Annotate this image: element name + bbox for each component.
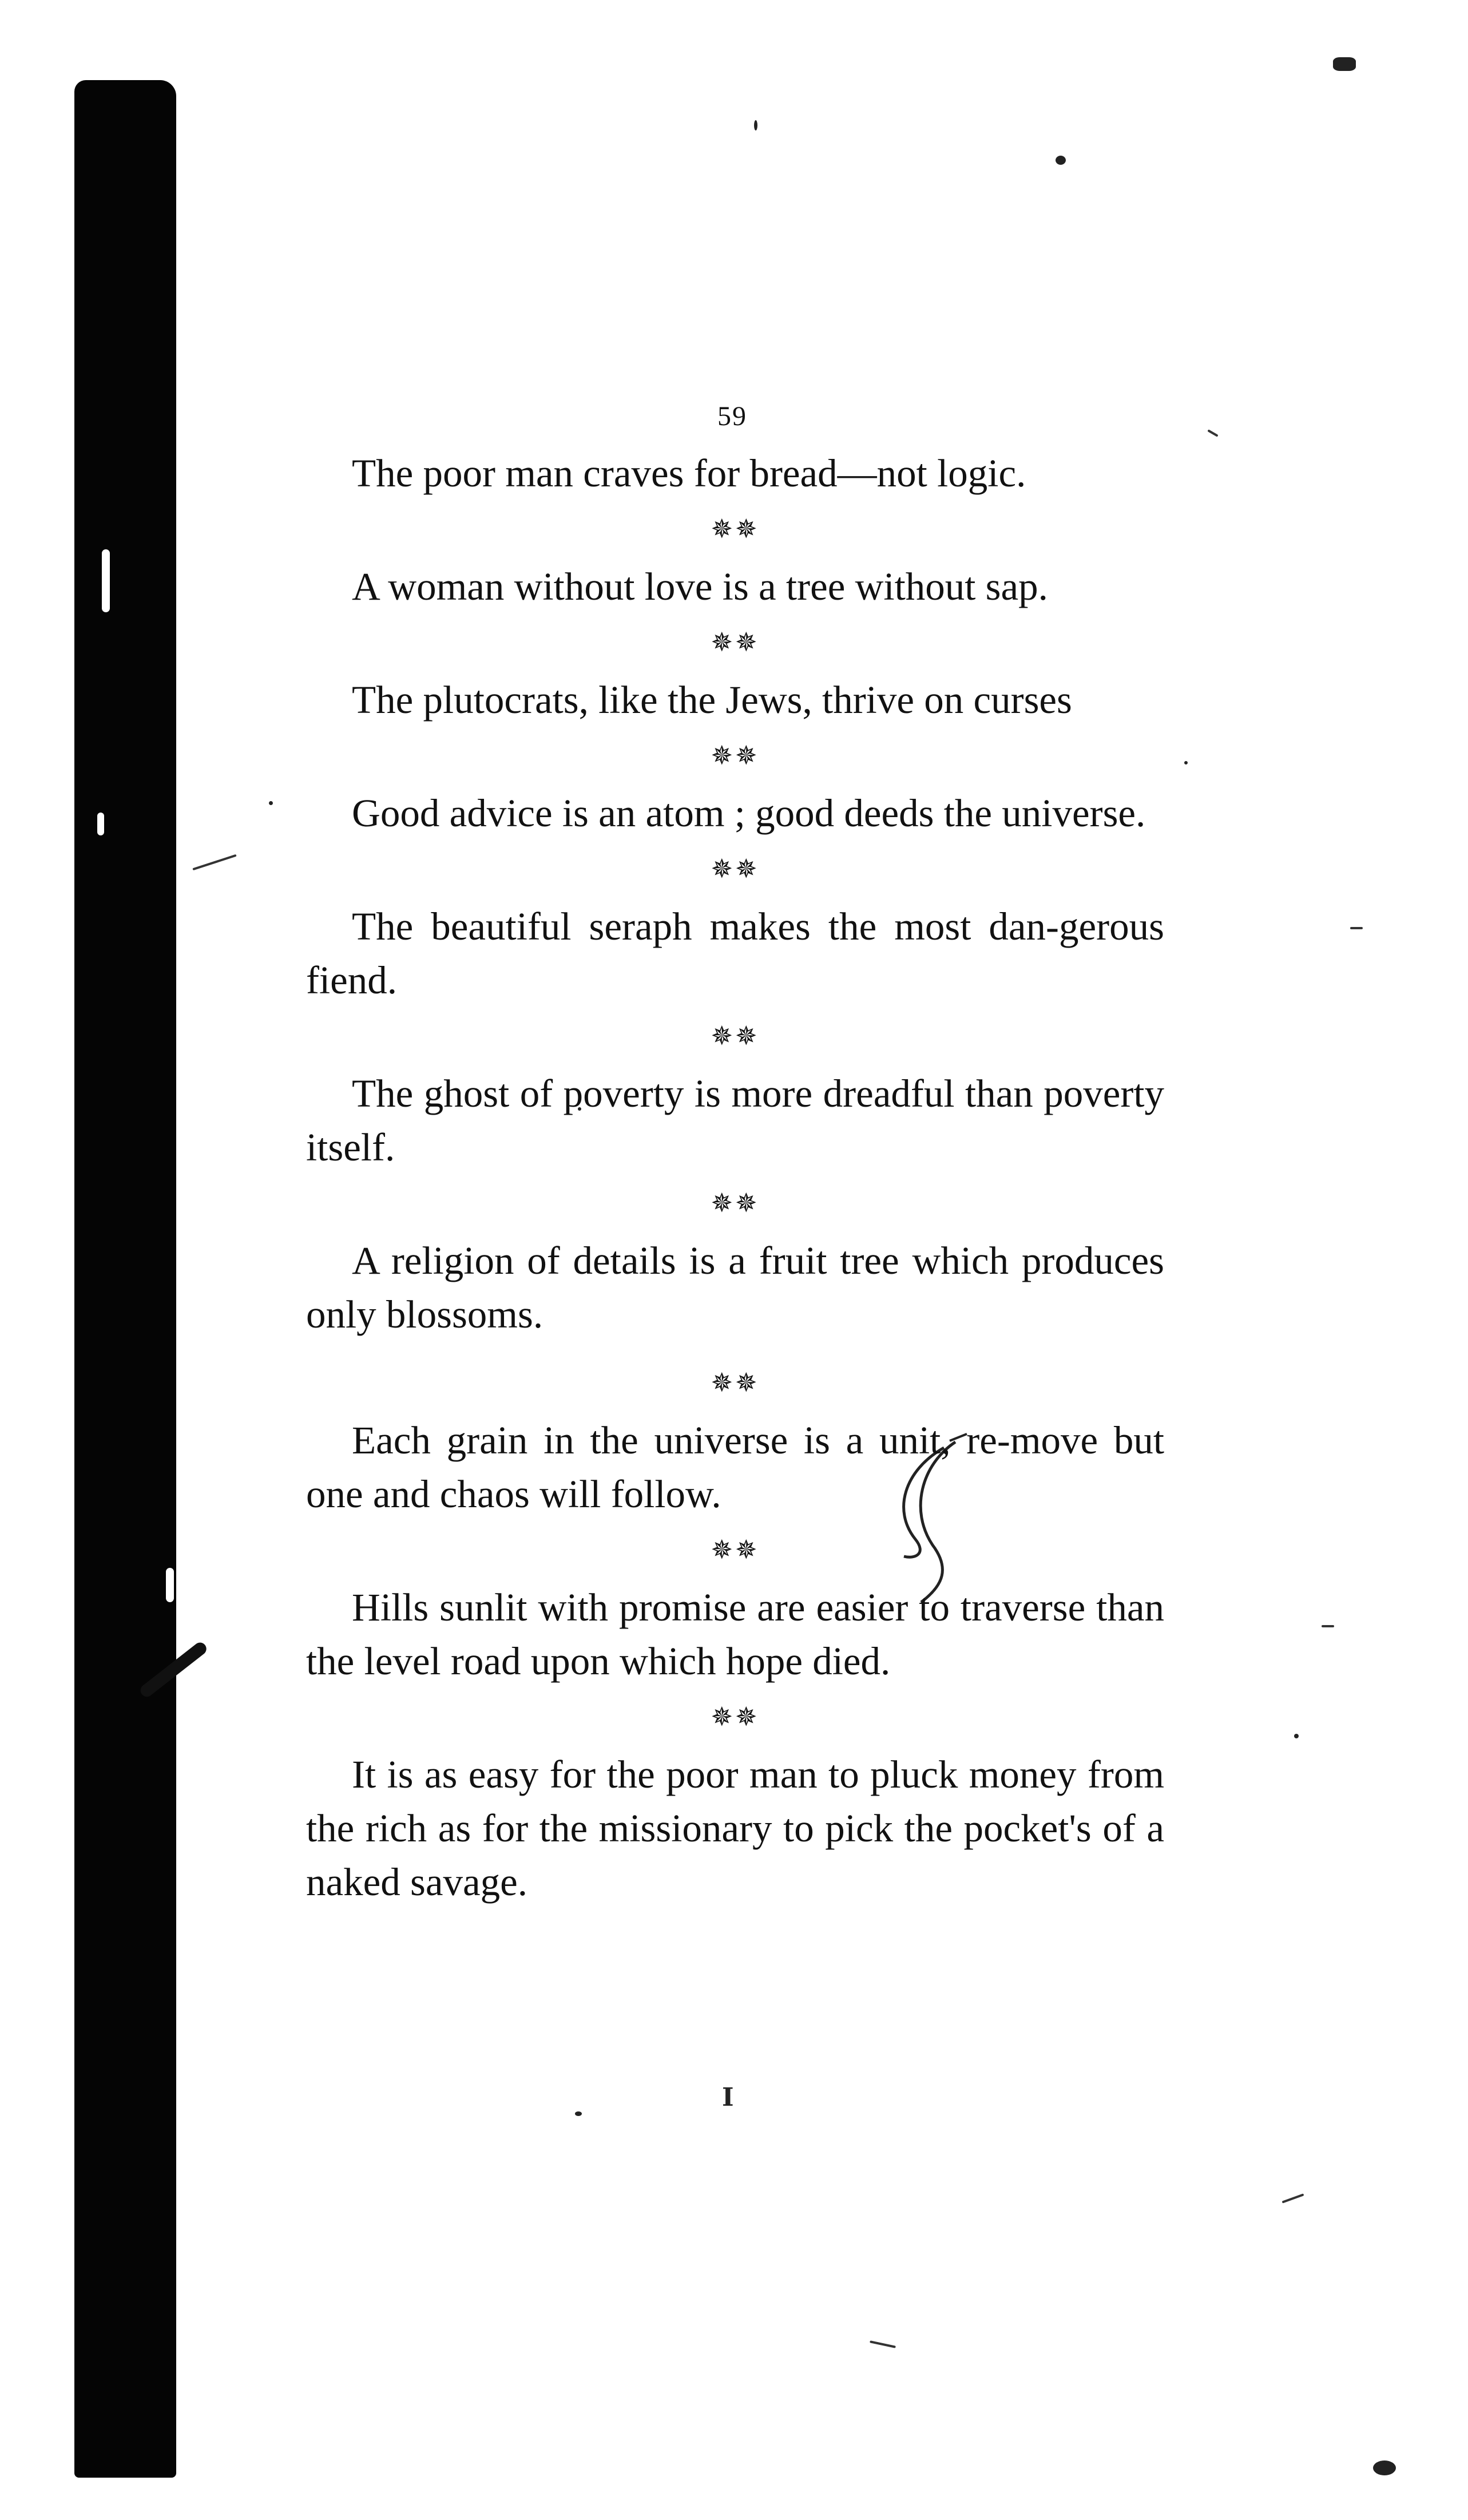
section-separator: ✵✵ <box>711 1367 760 1398</box>
binding-notch <box>97 813 104 835</box>
maxim-paragraph: The plutocrats, like the Jews, thrive on curses <box>352 678 1072 722</box>
stray-mark <box>1282 2193 1304 2203</box>
maxim-paragraph: Each grain in the universe is a unit, re-move but one and chaos will follow. <box>306 1419 1164 1516</box>
signature-mark: I <box>722 2083 734 2112</box>
ink-speck <box>269 801 273 805</box>
stray-mark <box>870 2340 896 2348</box>
section-separator: ✵✵ <box>711 853 760 884</box>
binding-notch <box>166 1568 174 1602</box>
ink-speck <box>1056 156 1066 165</box>
stray-mark <box>1207 429 1218 437</box>
maxim-paragraph: A religion of details is a fruit tree which produces only blossoms. <box>306 1239 1164 1336</box>
maxim-paragraph: Good advice is an atom ; good deeds the universe. <box>352 791 1146 835</box>
maxim-paragraph: The ghost of poverty is more dreadful than poverty itself. <box>306 1072 1164 1169</box>
page-number: 59 <box>717 401 747 431</box>
maxims-column <box>306 446 1164 1909</box>
ink-speck <box>575 2111 582 2116</box>
section-separator: ✵✵ <box>711 1534 760 1565</box>
maxim-paragraph: It is as easy for the poor man to pluck money from the rich as for the missionary to pick the pocket's of a naked savage. <box>306 1753 1164 1904</box>
section-separator: ✵✵ <box>711 513 760 544</box>
ink-speck <box>1294 1734 1299 1738</box>
section-separator: ✵✵ <box>711 1187 760 1218</box>
maxim-paragraph: The poor man craves for bread—not logic. <box>352 451 1026 495</box>
ink-speck <box>1333 57 1356 71</box>
binding-notch <box>102 549 110 612</box>
section-separator: ✵✵ <box>711 1020 760 1051</box>
ink-speck <box>754 120 757 130</box>
ink-speck <box>1184 761 1188 764</box>
section-separator: ✵✵ <box>711 1701 760 1732</box>
maxim-paragraph: The beautiful seraph makes the most dan-gerous fiend. <box>306 905 1164 1002</box>
stray-mark <box>1322 1625 1334 1627</box>
section-separator: ✵✵ <box>711 627 760 657</box>
stray-mark <box>1350 927 1363 929</box>
binding-shadow <box>74 80 176 2478</box>
maxim-paragraph: Hills sunlit with promise are easier to traverse than the level road upon which hope died. <box>306 1586 1164 1683</box>
section-separator: ✵✵ <box>711 740 760 771</box>
ink-speck <box>1373 2460 1396 2475</box>
stray-mark <box>192 854 236 871</box>
maxim-paragraph: A woman without love is a tree without sap. <box>352 565 1048 608</box>
